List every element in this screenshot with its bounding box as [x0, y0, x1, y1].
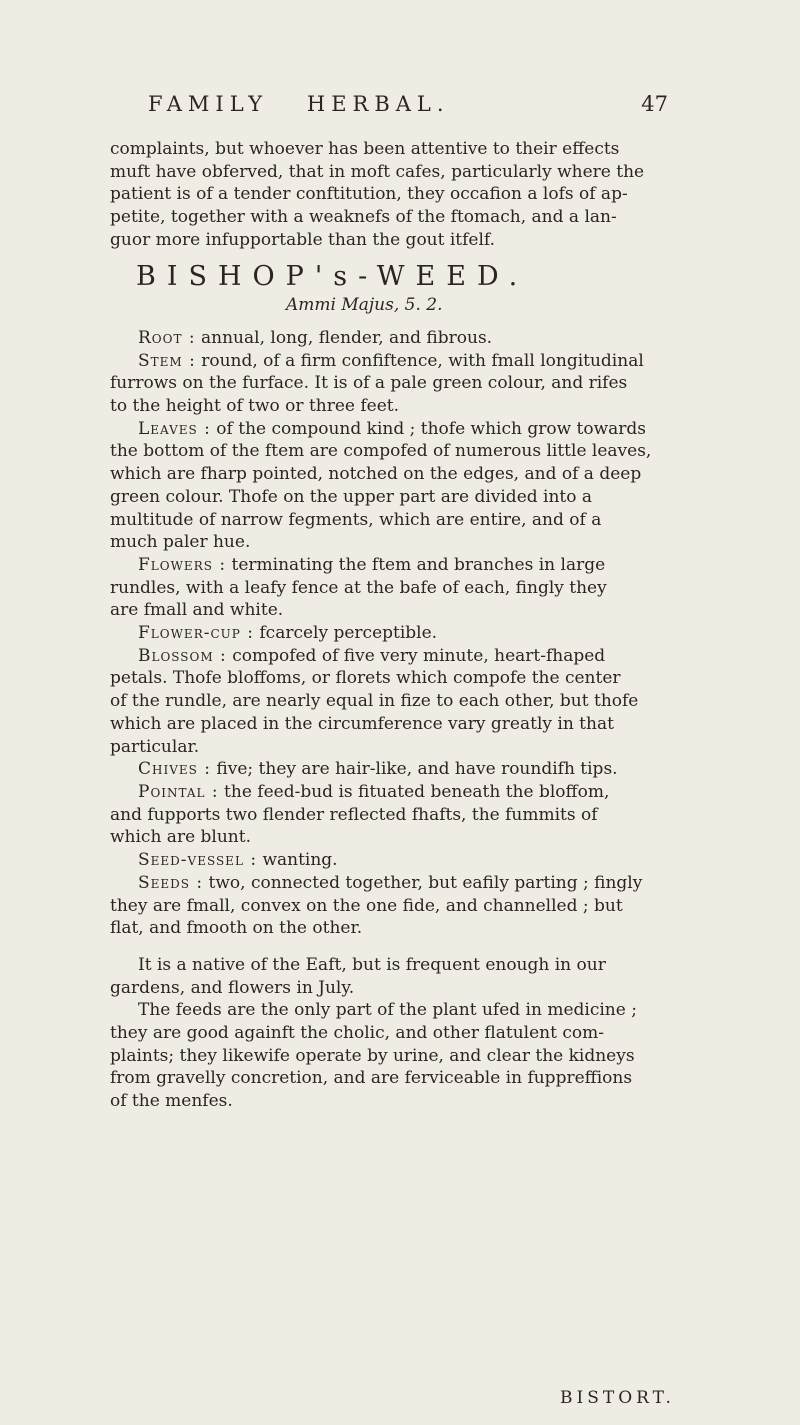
- entry: [110, 327, 692, 350]
- entry-text: of the compound kind ; thofe which grow towards: [210, 418, 647, 439]
- header-word-1: FAMILY: [148, 92, 269, 116]
- entry: [110, 872, 692, 940]
- entry-line: [110, 645, 692, 668]
- entry: [110, 781, 692, 849]
- closing-line: of the menfes.: [110, 1091, 233, 1112]
- description-entries: [110, 327, 692, 940]
- intro-line: complaints, but whoever has been attentive to their effects: [110, 139, 620, 159]
- entry-line: much paler hue.: [110, 532, 251, 553]
- entry-line: which are blunt.: [110, 827, 251, 848]
- entry-label: Root :: [138, 327, 196, 348]
- entry-line: [110, 758, 692, 781]
- entry-text: compofed of five very minute, heart-fhaped: [226, 645, 606, 666]
- section-title: BISHOP's-WEED.: [136, 260, 529, 292]
- entry: [110, 645, 692, 759]
- closing-line: gardens, and flowers in July.: [110, 977, 355, 998]
- entry: [110, 554, 692, 622]
- intro-paragraph: [110, 138, 692, 252]
- entry: [110, 758, 692, 781]
- closing-paragraph: [110, 954, 692, 1113]
- entry-label: Stem :: [138, 350, 196, 371]
- entry-label: Flower-cup :: [138, 623, 254, 644]
- entry-line: furrows on the furface. It is of a pale green colour, and rifes: [110, 373, 628, 394]
- entry: [110, 350, 692, 418]
- intro-line: muft have obferved, that in moft cafes, particularly where the: [110, 161, 645, 182]
- catchword: BISTORT.: [560, 1388, 675, 1408]
- entry-line: [110, 327, 692, 350]
- entry: [110, 849, 692, 872]
- entry-line: petals. Thofe bloffoms, or florets which compofe the center: [110, 668, 621, 689]
- entry-label: Flowers :: [138, 554, 227, 575]
- entry-text: round, of a firm confiftence, with fmall longitudinal: [195, 350, 644, 371]
- closing-line: The feeds are the only part of the plant ufed in medicine ;: [138, 1000, 637, 1021]
- page-number: 47: [641, 92, 668, 116]
- entry-line: [110, 849, 692, 872]
- entry-label: Seeds :: [138, 872, 204, 893]
- entry-line: green colour. Thofe on the upper part are divided into a: [110, 486, 593, 507]
- entry-line: [110, 418, 692, 441]
- latin-name: Ammi Majus, 5. 2.: [286, 295, 443, 316]
- header-word-2: HERBAL.: [306, 92, 450, 116]
- closing-line: they are good againft the cholic, and other flatulent com-: [110, 1023, 604, 1044]
- entry-line: particular.: [110, 736, 200, 757]
- entry-line: [110, 554, 692, 577]
- entry-line: they are fmall, convex on the one fide, and channelled ; but: [110, 895, 623, 916]
- closing-line: plaints; they likewife operate by urine, and clear the kidneys: [110, 1045, 635, 1066]
- entry-text: wanting.: [257, 850, 338, 871]
- entry: [110, 622, 692, 645]
- entry-line: which are placed in the circumference vary greatly in that: [110, 713, 614, 734]
- entry-line: [110, 622, 692, 645]
- entry-line: are fmall and white.: [110, 600, 284, 621]
- entry-line: [110, 350, 692, 373]
- closing-line: from gravelly concretion, and are ferviceable in fuppreffions: [110, 1068, 633, 1089]
- entry-text: annual, long, flender, and fibrous.: [195, 327, 493, 348]
- entry: [110, 418, 692, 554]
- entry-label: Leaves :: [138, 418, 211, 439]
- entry-label: Pointal :: [138, 781, 219, 802]
- entry-line: the bottom of the ftem are compofed of numerous little leaves,: [110, 441, 652, 462]
- entry-line: and fupports two flender reflected fhafts, the fummits of: [110, 804, 598, 825]
- entry-text: terminating the ftem and branches in large: [226, 554, 606, 575]
- entry-line: multitude of narrow fegments, which are entire, and of a: [110, 509, 602, 530]
- intro-line: patient is of a tender conftitution, they occafion a lofs of ap-: [110, 184, 628, 205]
- entry-line: of the rundle, are nearly equal in fize to each other, but thofe: [110, 691, 639, 712]
- entry-line: to the height of two or three feet.: [110, 396, 400, 417]
- intro-line: petite, together with a weaknefs of the ftomach, and a lan-: [110, 207, 617, 228]
- running-header: [148, 92, 668, 116]
- entry-line: rundles, with a leafy fence at the bafe of each, fingly they: [110, 577, 607, 598]
- entry-label: Chives :: [138, 759, 211, 780]
- closing-line: It is a native of the Eaft, but is frequent enough in our: [138, 954, 606, 975]
- entry-text: the feed-bud is fituated beneath the bloffom,: [218, 781, 610, 802]
- entry-line: which are fharp pointed, notched on the edges, and of a deep: [110, 464, 642, 485]
- entry-line: [110, 872, 692, 895]
- entry-text: five; they are hair-like, and have roundifh tips.: [211, 759, 618, 780]
- entry-label: Blossom :: [138, 645, 227, 666]
- body-text: [110, 138, 692, 1113]
- entry-text: fcarcely perceptible.: [253, 623, 438, 644]
- intro-line: guor more infupportable than the gout itfelf.: [110, 229, 496, 250]
- entry-line: flat, and fmooth on the other.: [110, 918, 363, 939]
- entry-line: [110, 781, 692, 804]
- entry-label: Seed-vessel :: [138, 850, 258, 871]
- entry-text: two, connected together, but eafily parting ; fingly: [203, 872, 643, 893]
